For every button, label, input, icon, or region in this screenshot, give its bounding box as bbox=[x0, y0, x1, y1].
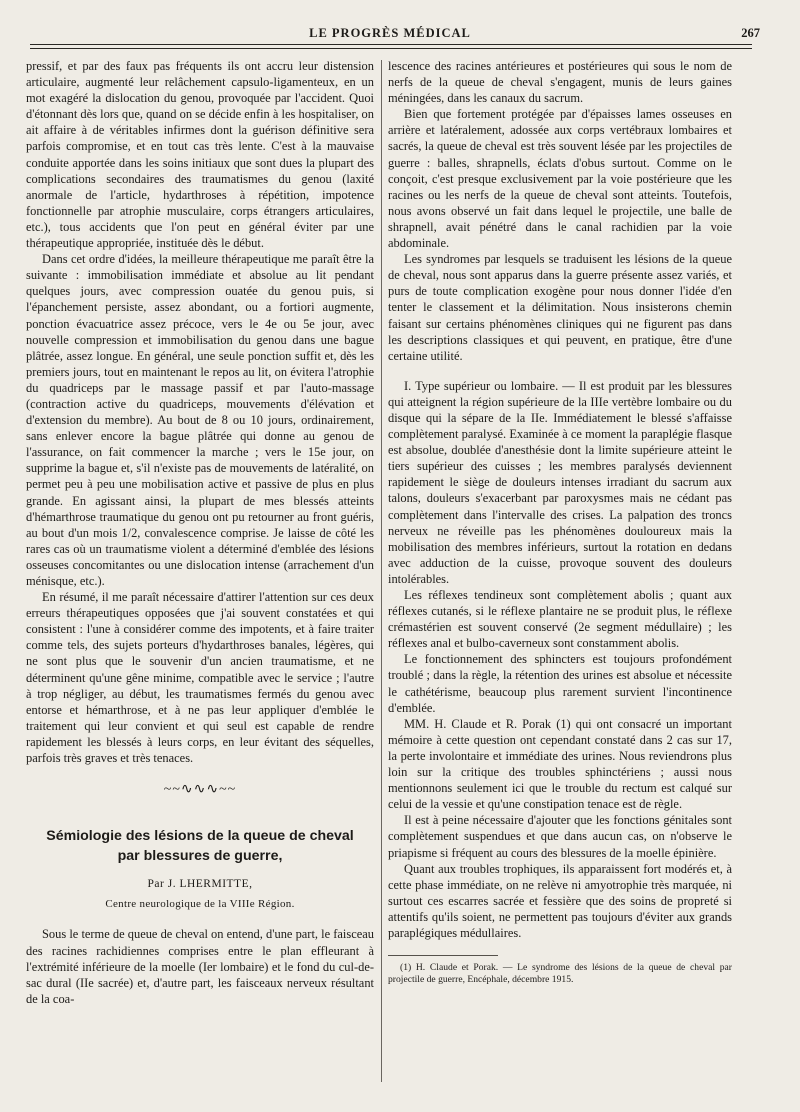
paragraph: En résumé, il me paraît nécessaire d'attirer l'attention sur ces deux erreurs thérapeutiques opposées que j'ai souvent constatées et qui consistent : l'une à considérer comme des impotents, et à faire traiter comme tels, des sujets porteurs d'hydarthroses banales, légères, qui ne sont plus que le souvenir d'un ancien traumatisme, et ne déterminent qu'une gêne minime, compatible avec le service ; l'autre à trop négliger, au début, les traumatismes fermés du genou avec entorse et hémarthrose, et à ne pas leur appliquer d'emblée le traitement qui leur convient et qui seul est capable de rendre rapidement les blessés à leurs corps, en leur évitant des séquelles, parfois très graves et très tenaces. bbox=[26, 590, 374, 766]
page-number: 267 bbox=[741, 26, 760, 40]
running-header bbox=[20, 26, 760, 42]
right-column bbox=[388, 58, 732, 1082]
article-title-line: par blessures de guerre, bbox=[117, 848, 283, 865]
paragraph: Les syndromes par lesquels se traduisent les lésions de la queue de cheval, nous sont apparus dans la guerre présente assez variés, et purs de toute complication exogène pour nous donner l'idée d'en tenter le classement et la délimitation. Nous insisterons chemin faisant sur certains phénomènes cliniques qui ne figurent pas dans les descriptions classiques et qui peuvent, en pratique, être d'une certaine utilité. bbox=[388, 252, 732, 363]
paragraph: Quant aux troubles trophiques, ils apparaissent fort modérés et, à cette phase immédiate, on ne relève ni amyotrophie très marquée, ni surtout ces escarres sacrée et fessière que des soins de propreté si attentifs qu'ils soient, ne permettent pas toujours d'éviter aux grands paraplégiques médullaires. bbox=[388, 861, 732, 940]
author-byline: Par J. LHERMITTE, bbox=[147, 878, 253, 891]
paragraph: MM. H. Claude et R. Porak (1) qui ont consacré un important mémoire à cette question ont cependant constaté dans 2 cas sur 17, la perte involontaire et immédiate des urines. Nous reviendrons plus loin sur la critique des troubles sphinctériens ; aussi nous mentionnons seulement ici que le trouble du rectum est calqué sur celui de la vessie et qu'une constipation tenace est de règle. bbox=[388, 716, 732, 812]
article-title bbox=[26, 826, 374, 866]
paragraph: pressif, et par des faux pas fréquents ils ont accru leur distension articulaire, augmenté leur relâchement capsulo-ligamenteux, en un mot exagéré la dislocation du genou, provoquée par l'accident. Quoi d'étonnant dès lors que, quand on se décide enfin à les hospitaliser, on ait affaire à de véritables infirmes dont la guérison définitive sera parfois compromise, et en tout cas très lente. C'est à la mauvaise conduite apportée dans les soins initiaux que sont dues la plupart des complications secondaires des traumatismes du genou (laxité anormale de l'article, hydarthroses à répétition, impotence fonctionnelle par atrophie musculaire, corps étrangers articulaires, etc.), tous accidents que l'on peut en général éviter par une thérapeutique appropriée, instituée dès le début. bbox=[26, 59, 374, 251]
header-rule bbox=[30, 44, 752, 45]
section-gap bbox=[388, 364, 732, 378]
author-affiliation: Centre neurologique de la VIIIe Région. bbox=[105, 898, 295, 911]
header-rule-thin bbox=[30, 48, 752, 49]
paragraph: Dans cet ordre d'idées, la meilleure thérapeutique me paraît être la suivante : immobilisation immédiate et absolue au lit pendant quelques jours, avec compression ouatée du genou puis, si l'épanchement persiste, assez abondant, ou a fortiori augmente, ponction évacuatrice assez précoce, vers le 4e ou 5e jour, avec nouvelle compression et immobilisation du genou dans une bague plâtrée, assez longue. En général, une seule ponction suffit et, dès les premiers jours, tout en maintenant le repos au lit, on évitera l'atrophie du quadriceps par le massage passif et par l'auto-massage (contraction active du quadriceps, mouvements d'élévation et d'extension du membre). Au bout de 8 ou 10 jours, ordinairement, sans enlever encore la bague plâtrée qui donne au genou de l'assurance, on fait commencer la marche ; vers le 15e jour, on supprime la bague et, s'il n'existe pas de mouvements de latéralité, on permet peu à peu une mobilisation active et passive de plus en plus grande. En agissant ainsi, la plupart de mes blessés atteints d'hémarthrose traumatique du genou ont pu retourner au front guéris, au bout d'un mois 1/2, convalescence comprise. Je laisse de côté les rares cas où un traumatisme violent a déterminé d'emblée des lésions osseuses concomitantes ou une dislocation intense (arrachement d'un ménisque, etc.). bbox=[26, 252, 374, 588]
article-title-line: Sémiologie des lésions de la queue de cheval bbox=[46, 828, 354, 845]
paragraph: Sous le terme de queue de cheval on entend, d'une part, le faisceau des racines rachidiennes comprises entre le plan effleurant à l'extrémité inférieure de la moelle (Ier lombaire) et le fond du cul-de-sac dural (IIe sacrée) et, d'autre part, les faisceaux nerveux résultant de la coa- bbox=[26, 927, 374, 1006]
paragraph: Le fonctionnement des sphincters est toujours profondément troublé ; dans la règle, la rétention des urines est absolue et nécessite le cathétérisme, beaucoup plus rarement survient l'incontinence d'emblée. bbox=[388, 652, 732, 715]
left-column bbox=[26, 58, 374, 1082]
paragraph: Bien que fortement protégée par d'épaisses lames osseuses en arrière et latéralement, adossée aux corps vertébraux lombaires et sacrés, la queue de cheval est très souvent lésée par les projectiles de guerre : balles, shrapnells, éclats d'obus surtout. Comme on le conçoit, c'est presque exclusivement par la voie postérieure que les racines ou les nerfs de la queue de cheval sont atteints. Toutefois, nous avons observé un fait dans lequel le projectile, une balle de shrapnell, avait pénétré dans le canal rachidien par la voie abdominale. bbox=[388, 107, 732, 251]
journal-title: LE PROGRÈS MÉDICAL bbox=[309, 26, 471, 40]
footnote-rule bbox=[388, 955, 498, 956]
footnote: (1) H. Claude et Porak. — Le syndrome des lésions de la queue de cheval par projectile de guerre, Encéphale, décembre 1915. bbox=[388, 962, 732, 986]
paragraph: Les réflexes tendineux sont complètement abolis ; quant aux réflexes cutanés, si le réflexe plantaire ne se produit plus, le réflexe crémastérien est souvent conservé (2e segment médullaire) ; les réflexes anal et bulbo-caverneux sont constamment abolis. bbox=[388, 588, 732, 651]
paragraph: I. Type supérieur ou lombaire. — Il est produit par les blessures qui atteignent la région supérieure de la IIIe vertèbre lombaire ou du disque qui la sépare de la IIe. Immédiatement le blessé s'affaisse complètement paralysé. Examinée à ce moment la paraplégie flasque est absolue, doublée d'anesthésie dont la limite supérieure atteint le tiers supérieur des cuisses ; les membres paralysés deviennent rapidement le siège de douleurs intenses irradiant du sacrum aux talons, douleurs s'exacerbant par paroxysmes mais ne cédant pas complètement dans l'intervalle des crises. La palpation des troncs nerveux ne réveille pas les phénomènes douloureux mais la mobilisation des membres inférieurs, surtout la rotation en dedans avec adduction de la cuisse, provoque souvent des douleurs intolérables. bbox=[388, 378, 732, 586]
paragraph: lescence des racines antérieures et postérieures qui sous le nom de nerfs de la queue de cheval s'engagent, munis de leurs gaines méningées, dans les canaux du sacrum. bbox=[388, 59, 732, 106]
section-ornament: ~~∿∿∿~~ bbox=[163, 782, 237, 798]
paragraph: Il est à peine nécessaire d'ajouter que les fonctions génitales sont complètement suspendues et que dans aucun cas, on n'observe le priapisme si fréquent au cours des blessures de la moelle épinière. bbox=[388, 813, 732, 860]
column-divider bbox=[381, 60, 382, 1082]
